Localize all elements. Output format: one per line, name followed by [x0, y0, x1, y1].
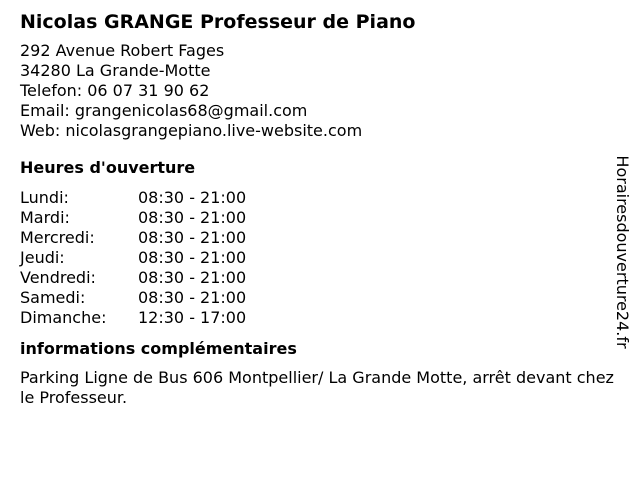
hours-day: Mardi:: [20, 208, 70, 227]
hours-row: [20, 228, 610, 248]
hours-time: 08:30 - 21:00: [138, 248, 247, 267]
info-text: Parking Ligne de Bus 606 Montpellier/ La Grande Motte, arrêt devant chez le Professeur.: [20, 368, 614, 407]
hours-table: [20, 188, 610, 328]
hours-row: [20, 208, 610, 228]
address-line-1: 292 Avenue Robert Fages: [20, 41, 225, 60]
hours-day: Dimanche:: [20, 308, 107, 327]
business-card: [20, 10, 614, 408]
hours-day: Lundi:: [20, 188, 69, 207]
hours-time: 08:30 - 21:00: [138, 288, 247, 307]
hours-heading: Heures d'ouverture: [20, 158, 196, 177]
business-title: Nicolas GRANGE Professeur de Piano: [20, 11, 416, 33]
side-brand-text: Horairesdouverture24.fr: [613, 155, 632, 349]
web-line: Web: nicolasgrangepiano.live-website.com: [20, 121, 363, 140]
hours-time: 08:30 - 21:00: [138, 228, 247, 247]
hours-day: Mercredi:: [20, 228, 95, 247]
hours-time: 08:30 - 21:00: [138, 188, 247, 207]
email-line: Email: grangenicolas68@gmail.com: [20, 101, 308, 120]
hours-day: Vendredi:: [20, 268, 96, 287]
phone-line: Telefon: 06 07 31 90 62: [20, 81, 210, 100]
hours-time: 08:30 - 21:00: [138, 268, 247, 287]
hours-row: [20, 268, 610, 288]
hours-row: [20, 248, 610, 268]
hours-row: [20, 188, 610, 208]
hours-day: Jeudi:: [20, 248, 65, 267]
hours-time: 12:30 - 17:00: [138, 308, 247, 327]
info-heading: informations complémentaires: [20, 339, 297, 358]
address-line-2: 34280 La Grande-Motte: [20, 61, 211, 80]
hours-row: [20, 288, 610, 308]
hours-day: Samedi:: [20, 288, 86, 307]
hours-time: 08:30 - 21:00: [138, 208, 247, 227]
hours-row: [20, 308, 610, 328]
